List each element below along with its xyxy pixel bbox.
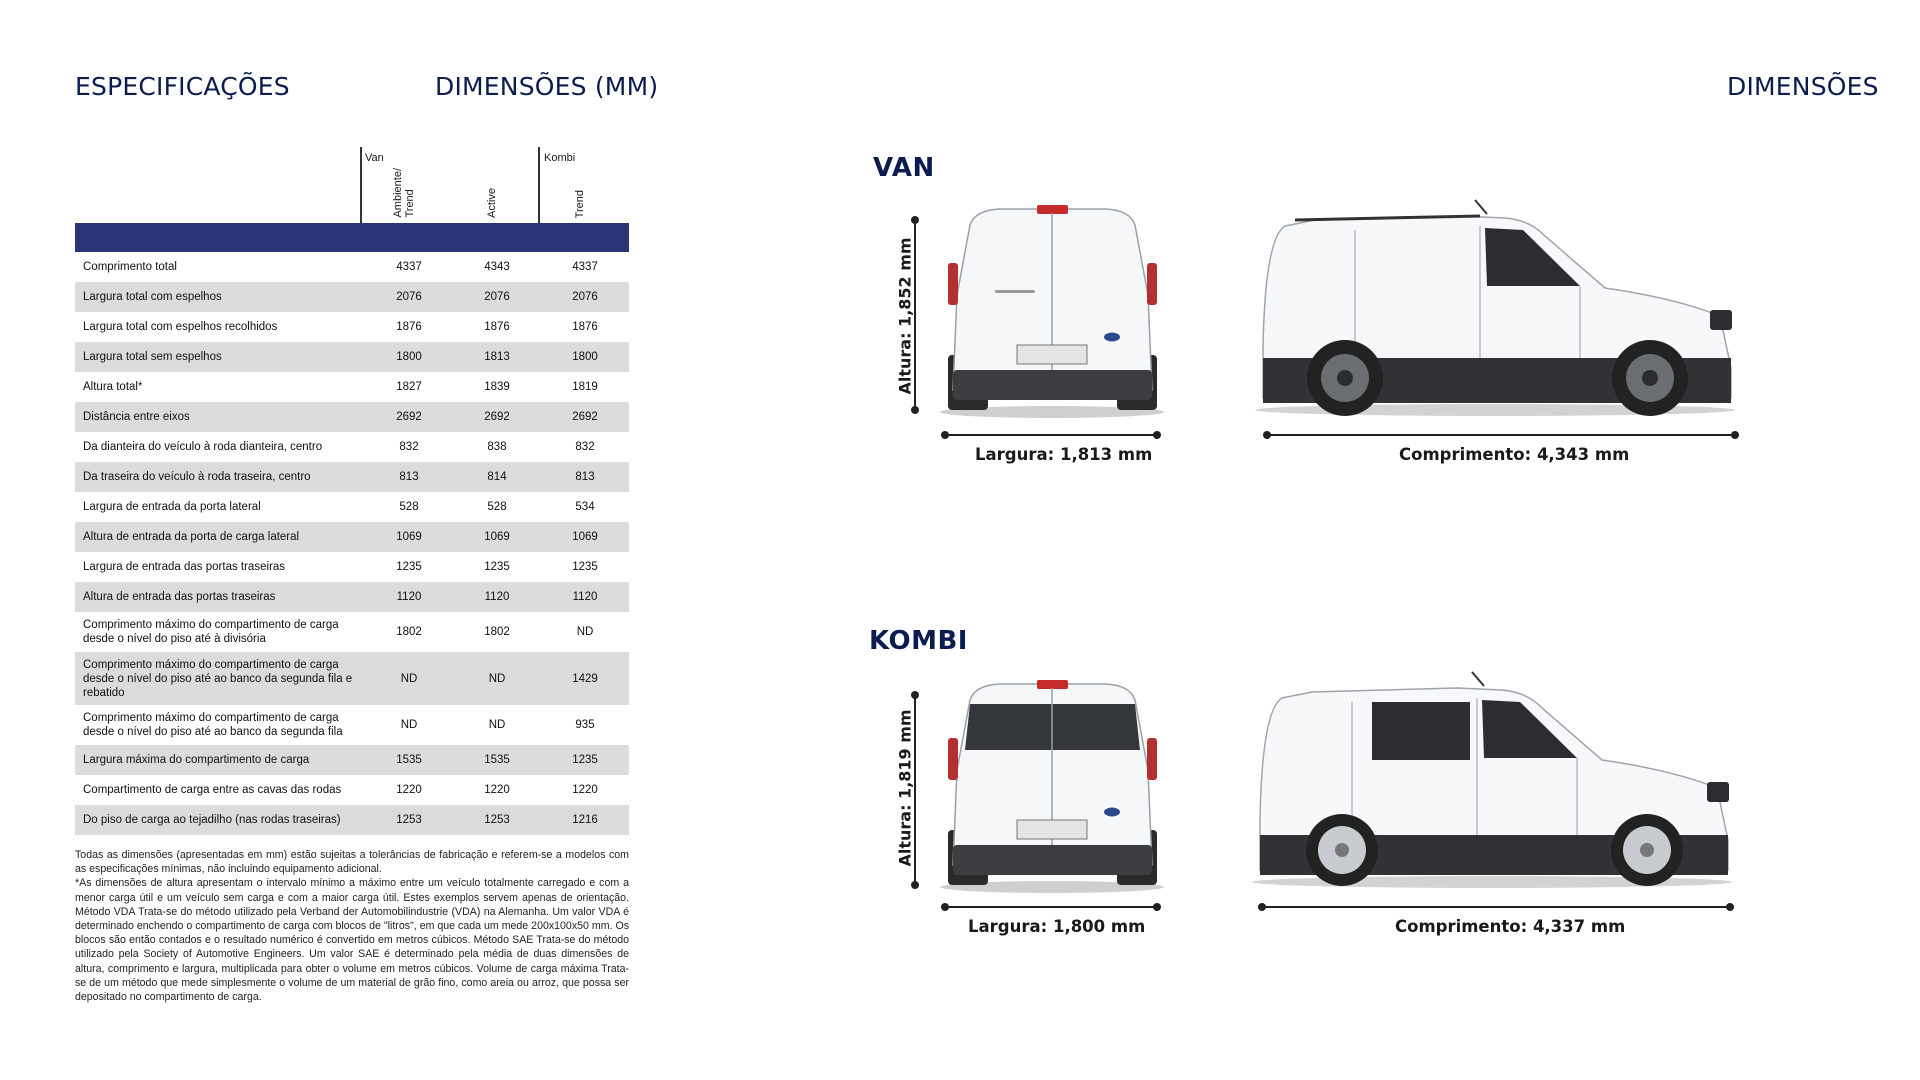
kombi-length-dimension-line: [1257, 900, 1735, 914]
table-row: [75, 745, 629, 775]
table-row: [75, 492, 629, 522]
row-value: ND: [488, 719, 506, 731]
row-value: 1235: [572, 754, 598, 766]
table-row: [75, 775, 629, 805]
row-label: Largura de entrada da porta lateral: [83, 501, 261, 513]
row-value: 2692: [484, 411, 510, 423]
row-label: Do piso de carga ao tejadilho (nas rodas traseiras): [83, 814, 341, 826]
row-value: 838: [487, 441, 507, 453]
column-divider: [360, 147, 362, 223]
row-value: 1069: [484, 531, 510, 543]
row-value: 1876: [396, 321, 422, 333]
row-value: 4343: [484, 261, 510, 273]
row-value: 4337: [396, 261, 422, 273]
row-label: Comprimento máximo do compartimento de carga desde o nível do piso até ao banco da segunda fila: [83, 712, 343, 738]
van-side-view-image: [1255, 198, 1735, 420]
table-row: [75, 402, 629, 432]
subcolumn-header-ambiente-trend: Ambiente/ Trend: [392, 168, 416, 218]
table-row: [75, 372, 629, 402]
page-title-specifications: ESPECIFICAÇÕES: [75, 72, 290, 101]
page-title-dimensions: DIMENSÕES: [1727, 72, 1879, 101]
table-row: [75, 612, 629, 652]
row-value: 1235: [572, 561, 598, 573]
table-row: [75, 552, 629, 582]
table-column-header: [75, 147, 629, 223]
kombi-height-label: Altura: 1,819 mm: [895, 709, 915, 867]
kombi-side-view-image: [1252, 670, 1732, 892]
row-value: 2076: [396, 291, 422, 303]
row-label: Da traseira do veículo à roda traseira, centro: [83, 471, 311, 483]
row-value: 1216: [572, 814, 598, 826]
row-label: Distância entre eixos: [83, 411, 190, 423]
table-row: [75, 282, 629, 312]
subcolumn-header-trend: Trend: [574, 189, 586, 218]
row-value: 1535: [484, 754, 510, 766]
row-label: Largura total com espelhos recolhidos: [83, 321, 278, 333]
row-value: 1800: [396, 351, 422, 363]
footnotes: [75, 848, 629, 1004]
row-value: 1235: [484, 561, 510, 573]
row-value: 832: [575, 441, 595, 453]
group-label-kombi: Kombi: [544, 152, 576, 164]
specifications-table: [75, 147, 629, 835]
van-title: VAN: [873, 153, 935, 183]
table-body: [75, 252, 629, 835]
row-value: ND: [576, 626, 594, 638]
van-length-label: Comprimento: 4,343 mm: [1399, 445, 1630, 464]
row-value: 1535: [396, 754, 422, 766]
row-value: 813: [575, 471, 595, 483]
row-value: 1120: [572, 591, 598, 603]
row-label: Comprimento total: [83, 261, 177, 273]
row-value: 1429: [572, 672, 598, 685]
table-header-band: [75, 223, 629, 252]
row-label: Altura de entrada das portas traseiras: [83, 591, 276, 603]
kombi-rear-view-image: [940, 680, 1165, 895]
footnote-height: *As dimensões de altura apresentam o intervalo mínimo a máximo entre um veículo totalmente carregado e com a menor carga útil e um veículo sem carga e com a maior carga útil. Estes exemplos servem apenas de orientação. Método VDA Trata-se do método utilizado pela Verband der Automobilindustrie (VDA) na Alemanha. Um valor VDA é determinado enchendo o compartimento de carga com blocos de "litros", em que cada um mede 200x100x50 mm. Os blocos são então contados e o resultado numérico é convertido em metros cúbicos. Método SAE Trata-se do método utilizado pela Society of Automotive Engineers. Um valor SAE é determinado pela média de duas dimensões de altura, comprimento e largura, multiplicada para obter o volume em metros cúbicos. Volume de carga máxima Trata-se de um método que mede simplesmente o volume de um material de grão fino, como areia ou arroz, que possa ser depositado no compartimento de carga.: [75, 877, 629, 1004]
row-value: ND: [400, 672, 418, 685]
table-row: [75, 705, 629, 745]
row-value: 1800: [572, 351, 598, 363]
row-value: 1220: [484, 784, 510, 796]
row-value: 1253: [484, 814, 510, 826]
row-value: 2692: [396, 411, 422, 423]
row-value: 1069: [396, 531, 422, 543]
van-height-label: Altura: 1,852 mm: [895, 237, 915, 395]
row-value: 534: [575, 501, 595, 513]
row-value: 1235: [396, 561, 422, 573]
table-row: [75, 252, 629, 282]
row-value: 1069: [572, 531, 598, 543]
row-value: 1876: [484, 321, 510, 333]
row-value: 1220: [396, 784, 422, 796]
row-value: 1839: [484, 381, 510, 393]
van-width-label: Largura: 1,813 mm: [975, 445, 1153, 464]
subcolumn-header-active: Active: [486, 188, 498, 218]
row-value: 1253: [396, 814, 422, 826]
table-row: [75, 432, 629, 462]
row-label: Altura de entrada da porta de carga lateral: [83, 531, 300, 543]
table-row: [75, 462, 629, 492]
row-value: 2076: [484, 291, 510, 303]
van-length-dimension-line: [1262, 428, 1740, 442]
row-value: 1827: [396, 381, 422, 393]
row-label: Largura de entrada das portas traseiras: [83, 561, 286, 573]
kombi-title: KOMBI: [869, 626, 968, 656]
row-label: Largura máxima do compartimento de carga: [83, 754, 310, 766]
table-row: [75, 582, 629, 612]
table-row: [75, 312, 629, 342]
kombi-width-dimension-line: [940, 900, 1162, 914]
table-row: [75, 652, 629, 705]
row-value: 813: [399, 471, 419, 483]
row-label: Comprimento máximo do compartimento de carga desde o nível do piso até à divisória: [83, 619, 339, 645]
row-value: 2076: [572, 291, 598, 303]
row-value: 1220: [572, 784, 598, 796]
row-label: Comprimento máximo do compartimento de carga desde o nível do piso até ao banco da segunda fila e rebatido: [83, 658, 353, 699]
row-value: ND: [400, 719, 418, 731]
row-value: 528: [399, 501, 419, 513]
van-rear-view-image: [940, 205, 1165, 420]
group-label-van: Van: [365, 152, 384, 164]
row-value: 1802: [484, 626, 510, 638]
kombi-width-label: Largura: 1,800 mm: [968, 917, 1146, 936]
row-value: 935: [575, 719, 595, 731]
row-value: 1819: [572, 381, 598, 393]
page-title-dimensions-mm: DIMENSÕES (MM): [435, 72, 659, 101]
row-value: 4337: [572, 261, 598, 273]
row-value: 832: [399, 441, 419, 453]
row-value: 1813: [484, 351, 510, 363]
row-value: 2692: [572, 411, 598, 423]
kombi-length-label: Comprimento: 4,337 mm: [1395, 917, 1626, 936]
table-row: [75, 522, 629, 552]
van-width-dimension-line: [940, 428, 1162, 442]
row-value: 1802: [396, 626, 422, 638]
table-row: [75, 805, 629, 835]
row-value: ND: [488, 672, 506, 685]
row-value: 1120: [484, 591, 510, 603]
row-label: Da dianteira do veículo à roda dianteira, centro: [83, 441, 323, 453]
row-value: 1876: [572, 321, 598, 333]
column-divider: [538, 147, 540, 223]
footnote-dimensions: Todas as dimensões (apresentadas em mm) estão sujeitas a tolerâncias de fabricação e referem-se a modelos com as especificações mínimas, não incluindo equipamento adicional.: [75, 849, 629, 876]
row-value: 528: [487, 501, 507, 513]
row-label: Compartimento de carga entre as cavas das rodas: [83, 784, 342, 796]
row-label: Largura total com espelhos: [83, 291, 222, 303]
row-value: 1120: [396, 591, 422, 603]
table-row: [75, 342, 629, 372]
row-label: Largura total sem espelhos: [83, 351, 222, 363]
row-label: Altura total*: [83, 381, 143, 393]
row-value: 814: [487, 471, 507, 483]
